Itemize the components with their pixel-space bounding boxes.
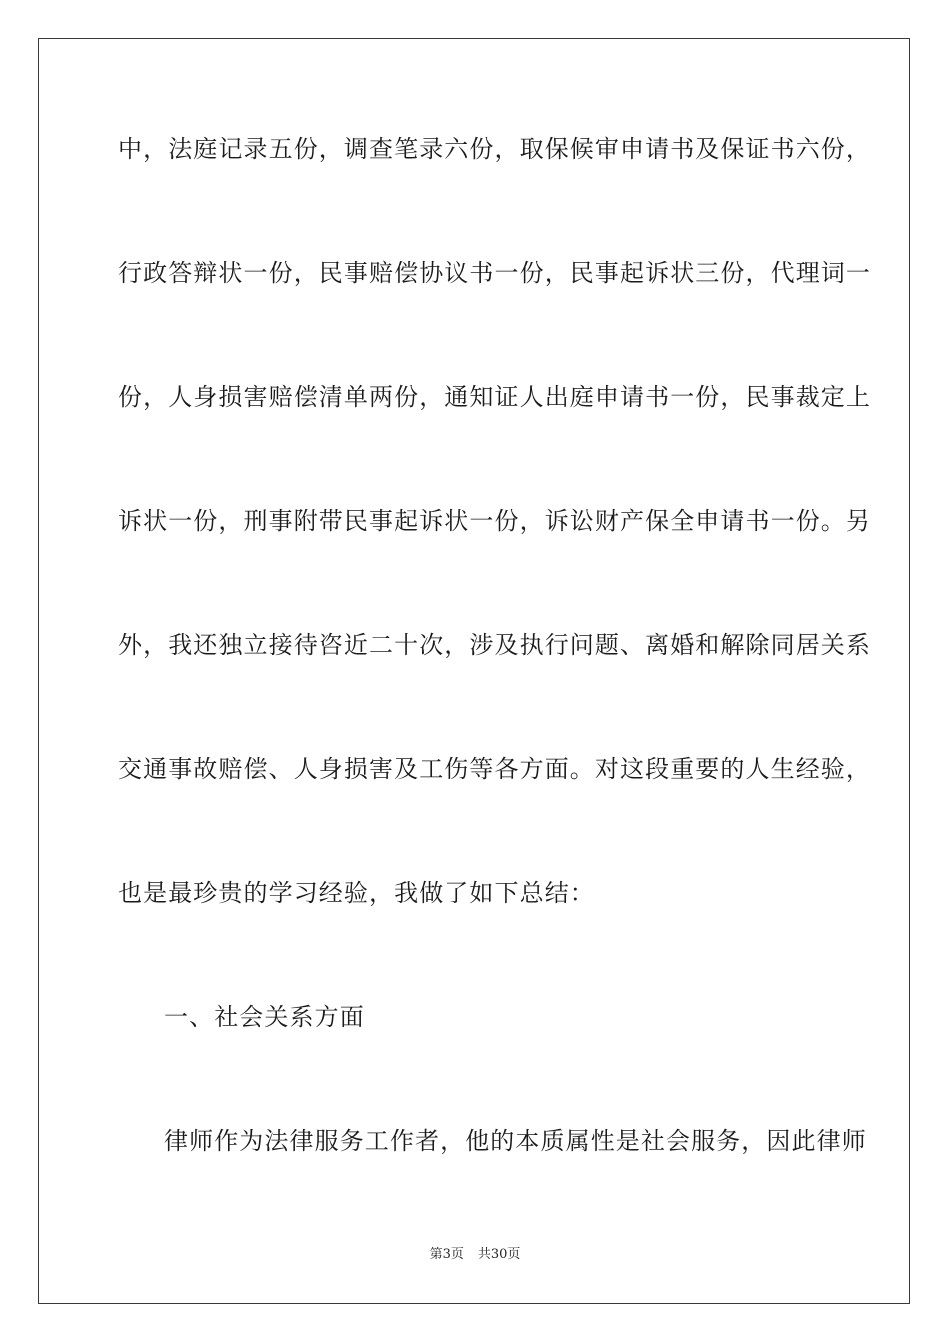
page-border [38, 38, 910, 1304]
body-text-line: 份，人身损害赔偿清单两份，通知证人出庭申请书一份，民事裁定上 [118, 383, 871, 411]
body-text-line: 诉状一份，刑事附带民事起诉状一份，诉讼财产保全申请书一份。另 [118, 507, 871, 535]
paragraph-first-line: 律师作为法律服务工作者，他的本质属性是社会服务，因此律师 [164, 1127, 867, 1155]
page-footer [0, 1246, 950, 1264]
total-pages: 共30页 [477, 1247, 521, 1262]
body-text-line: 交通事故赔偿、人身损害及工伤等各方面。对这段重要的人生经验， [118, 755, 871, 783]
body-text-line: 也是最珍贵的学习经验，我做了如下总结： [118, 879, 595, 907]
body-text-line: 中，法庭记录五份，调查笔录六份，取保候审申请书及保证书六份， [118, 135, 871, 163]
page-number: 第3页 [429, 1247, 464, 1262]
section-heading: 一、社会关系方面 [164, 1003, 365, 1031]
body-text-line: 行政答辩状一份，民事赔偿协议书一份，民事起诉状三份，代理词一 [118, 259, 871, 287]
body-text-line: 外，我还独立接待咨近二十次，涉及执行问题、离婚和解除同居关系 [118, 631, 871, 659]
